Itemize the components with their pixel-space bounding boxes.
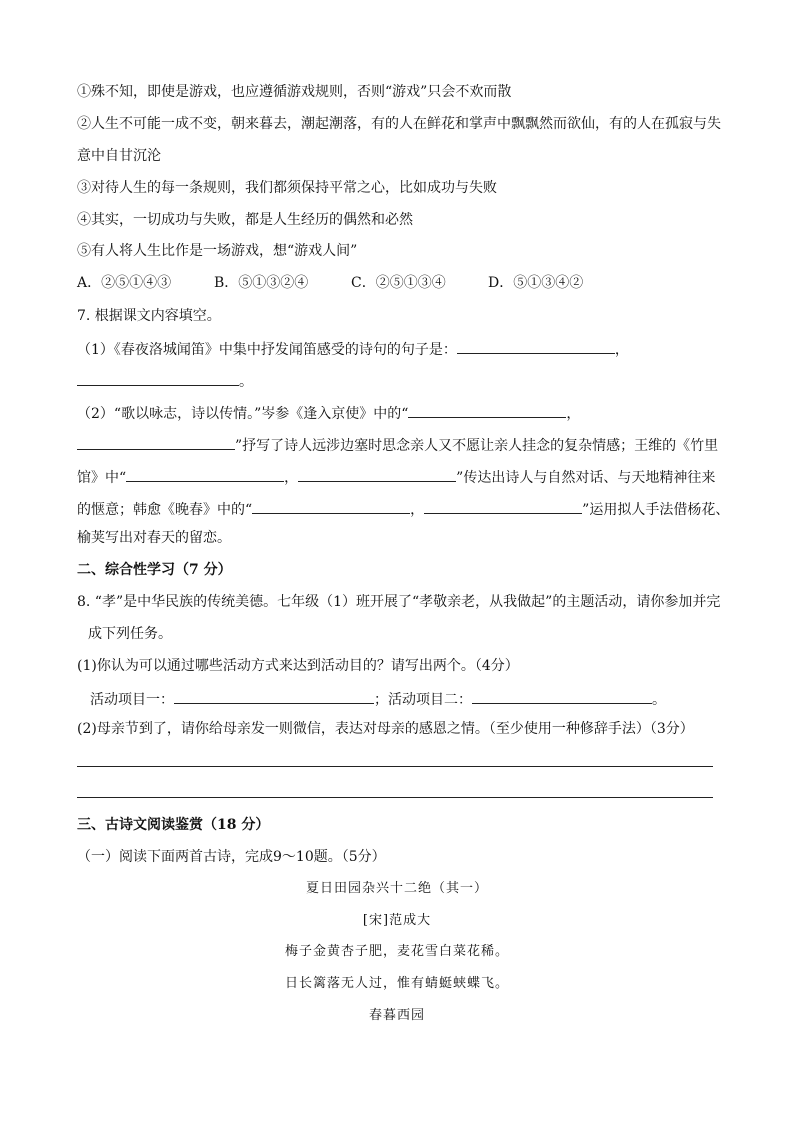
q7-p2-comma-1: ，: [566, 406, 581, 422]
q7-p2-text-3: ”传达出诗人与自然对话、与天地精神往来: [456, 470, 716, 486]
activity-1-label: 活动项目一：: [90, 692, 174, 708]
question-6-sentence-2-cont: 意中自甘沉沦: [77, 148, 161, 164]
question-7-part-1: [77, 338, 629, 360]
activity-2-blank[interactable]: [472, 688, 652, 704]
option-c[interactable]: C．②⑤①③④: [351, 275, 446, 291]
question-7-part-2-line-5: 榆荚写出对春天的留恋。: [77, 530, 231, 546]
answer-line-1[interactable]: [77, 766, 713, 767]
blank-7-2-a[interactable]: [408, 402, 566, 418]
blank-7-2-d[interactable]: [298, 466, 456, 482]
option-d[interactable]: D．⑤①③④②: [488, 275, 584, 291]
section-2-heading: 二、综合性学习（7 分）: [77, 562, 232, 578]
question-7-part-2-line-2: [77, 434, 718, 456]
option-a[interactable]: A．②⑤①④③: [77, 275, 172, 291]
poem-1-line-1: 梅子金黄杏子肥，麦花雪白菜花稀。: [284, 944, 509, 959]
activity-end: 。: [652, 692, 666, 708]
q7-p2-comma-4: ，: [410, 502, 425, 518]
question-8-sub-2: (2)母亲节到了，请你给母亲发一则微信，表达对母亲的感恩之情。（至少使用一种修辞手法）（3分）: [77, 721, 694, 737]
question-6-sentence-5: ⑤有人将人生比作是一场游戏，想“游戏人间”: [77, 243, 358, 259]
question-7-part-2-line-3: [77, 466, 715, 488]
q7-p2-text-1: ”抒写了诗人远涉边塞时思念亲人又不愿让亲人挂念的复杂情感；王维的《竹里: [235, 438, 719, 454]
blank-7-2-c[interactable]: [126, 466, 284, 482]
q7-p2-text-4: ”运用拟人手法借杨花、: [582, 502, 730, 518]
blank-7-2-b[interactable]: [77, 434, 235, 450]
poem-1-title: 夏日田园杂兴十二绝（其一）: [305, 881, 488, 896]
q7-p2-prefix-3: 馆》中“: [77, 470, 127, 486]
q7-p2-prompt: （2）“歌以咏志，诗以传情。”岑参《逢入京使》中的“: [77, 406, 409, 422]
question-6-sentence-3: ③对待人生的每一条规则，我们都须保持平常之心，比如成功与失败: [77, 180, 497, 196]
q7-p1-prompt: （1）《春夜洛城闻笛》中集中抒发闻笛感受的诗句的句子是：: [77, 342, 457, 358]
question-6-sentence-2: ②人生不可能一成不变，朝来暮去，潮起潮落，有的人在鲜花和掌声中飘飘然而欲仙，有的人在孤寂与失: [77, 116, 721, 132]
blank-7-2-f[interactable]: [424, 498, 582, 514]
answer-line-2[interactable]: [77, 797, 713, 798]
blank-7-1-a[interactable]: [457, 338, 615, 354]
question-8-sub-1: (1)你认为可以通过哪些活动方式来达到活动目的？请写出两个。（4分）: [77, 658, 519, 674]
question-6-sentence-4: ④其实，一切成功与失败，都是人生经历的偶然和必然: [77, 212, 413, 228]
section-3-intro: （一）阅读下面两首古诗，完成9～10题。（5分）: [77, 849, 386, 865]
poem-1-author: [宋]范成大: [362, 913, 432, 928]
activity-2-label: ；活动项目二：: [374, 692, 472, 708]
question-8-line-1: 8. “孝”是中华民族的传统美德。七年级（1）班开展了“孝敬亲老，从我做起”的主题活动，请你参加并完: [77, 594, 721, 610]
question-7-title: 7. 根据课文内容填空。: [77, 308, 221, 324]
question-7-part-1-cont: [77, 370, 253, 392]
question-7-part-2-line-1: [77, 402, 580, 424]
blank-7-2-e[interactable]: [252, 498, 410, 514]
blank-7-1-b[interactable]: [77, 370, 239, 386]
question-8-activities: [90, 688, 666, 710]
option-b[interactable]: B．⑤①③②④: [214, 275, 309, 291]
poem-2-title: 春暮西园: [368, 1008, 425, 1023]
poem-1-line-2: 日长篱落无人过，惟有蜻蜓蛱蝶飞。: [284, 976, 509, 991]
question-7-part-2-line-4: [77, 498, 729, 520]
q7-p1-end: 。: [239, 374, 253, 390]
q7-p1-comma: ，: [614, 342, 629, 358]
q7-p2-comma-3: ，: [284, 470, 299, 486]
question-8-line-2: 成下列任务。: [88, 626, 172, 642]
section-3-heading: 三、古诗文阅读鉴赏（18 分）: [77, 817, 270, 833]
activity-1-blank[interactable]: [174, 688, 374, 704]
question-6-options: [77, 273, 583, 293]
q7-p2-prefix-4: 的惬意；韩愈《晚春》中的“: [77, 502, 253, 518]
question-6-sentence-1: ①殊不知，即使是游戏，也应遵循游戏规则，否则“游戏”只会不欢而散: [77, 84, 512, 100]
